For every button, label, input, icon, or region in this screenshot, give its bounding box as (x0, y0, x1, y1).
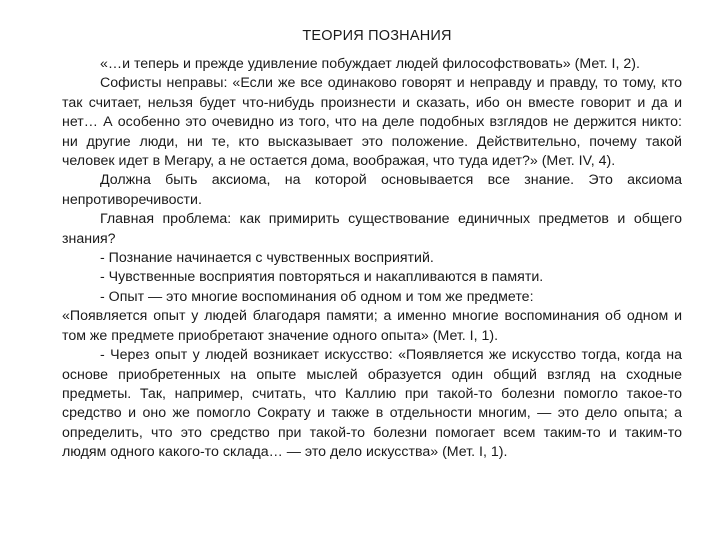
document-page (62, 28, 682, 463)
paragraph-sophists: Софисты неправы: «Если же все одинаково говорят и неправду и правду, то тому, кто так считает, нельзя будет что-нибудь произнести и сказать, ибо он вместе говорит и да и нет… А особенно это очевидно из того, что на деле подобных взглядов не держится никто: ни другие люди, ни те, кто высказывает это положение. Действительно, почему такой человек идет в Мегару, а не остается дома, воображая, что туда идет?» (Мет. IV, 4). (62, 75, 682, 170)
list-item-art: - Через опыт у людей возникает искусство: «Появляется же искусство тогда, когда на основе приобретенных на опыте мыслей образуется один общий взгляд на сходные предметы. Так, например, считать, что Каллию при такой-то болезни помогло такое-то средство и оно же помогло Сократу и также в отдельности многим, — это дело опыта; а определить, что это средство при такой-то болезни помогает всем таким-то и таким-то людям одного какого-то склада… — это дело искусства» (Мет. I, 1). (62, 347, 682, 461)
document-title: ТЕОРИЯ ПОЗНАНИЯ (302, 28, 452, 44)
paragraph-main-problem: Главная проблема: как примирить существование единичных предметов и общего знания? (62, 211, 682, 247)
paragraph-quote-wonder: «…и теперь и прежде удивление побуждает людей философствовать» (Мет. I, 2). (100, 56, 640, 72)
paragraph-experience-quote: «Появляется опыт у людей благодаря памяти; а именно многие воспоминания об одном и том же предмете приобретают значение одного опыта» (Мет. I, 1). (62, 308, 682, 344)
paragraph-axiom: Должна быть аксиома, на которой основывается все знание. Это аксиома непротиворечивости. (62, 172, 682, 208)
list-item-experience: - Опыт — это многие воспоминания об одном и том же предмете: (100, 288, 534, 305)
document-body (62, 55, 682, 463)
list-item-memory: - Чувственные восприятия повторяться и накапливаются в памяти. (100, 269, 544, 286)
list-item-perception: - Познание начинается с чувственных восприятий. (100, 250, 434, 267)
